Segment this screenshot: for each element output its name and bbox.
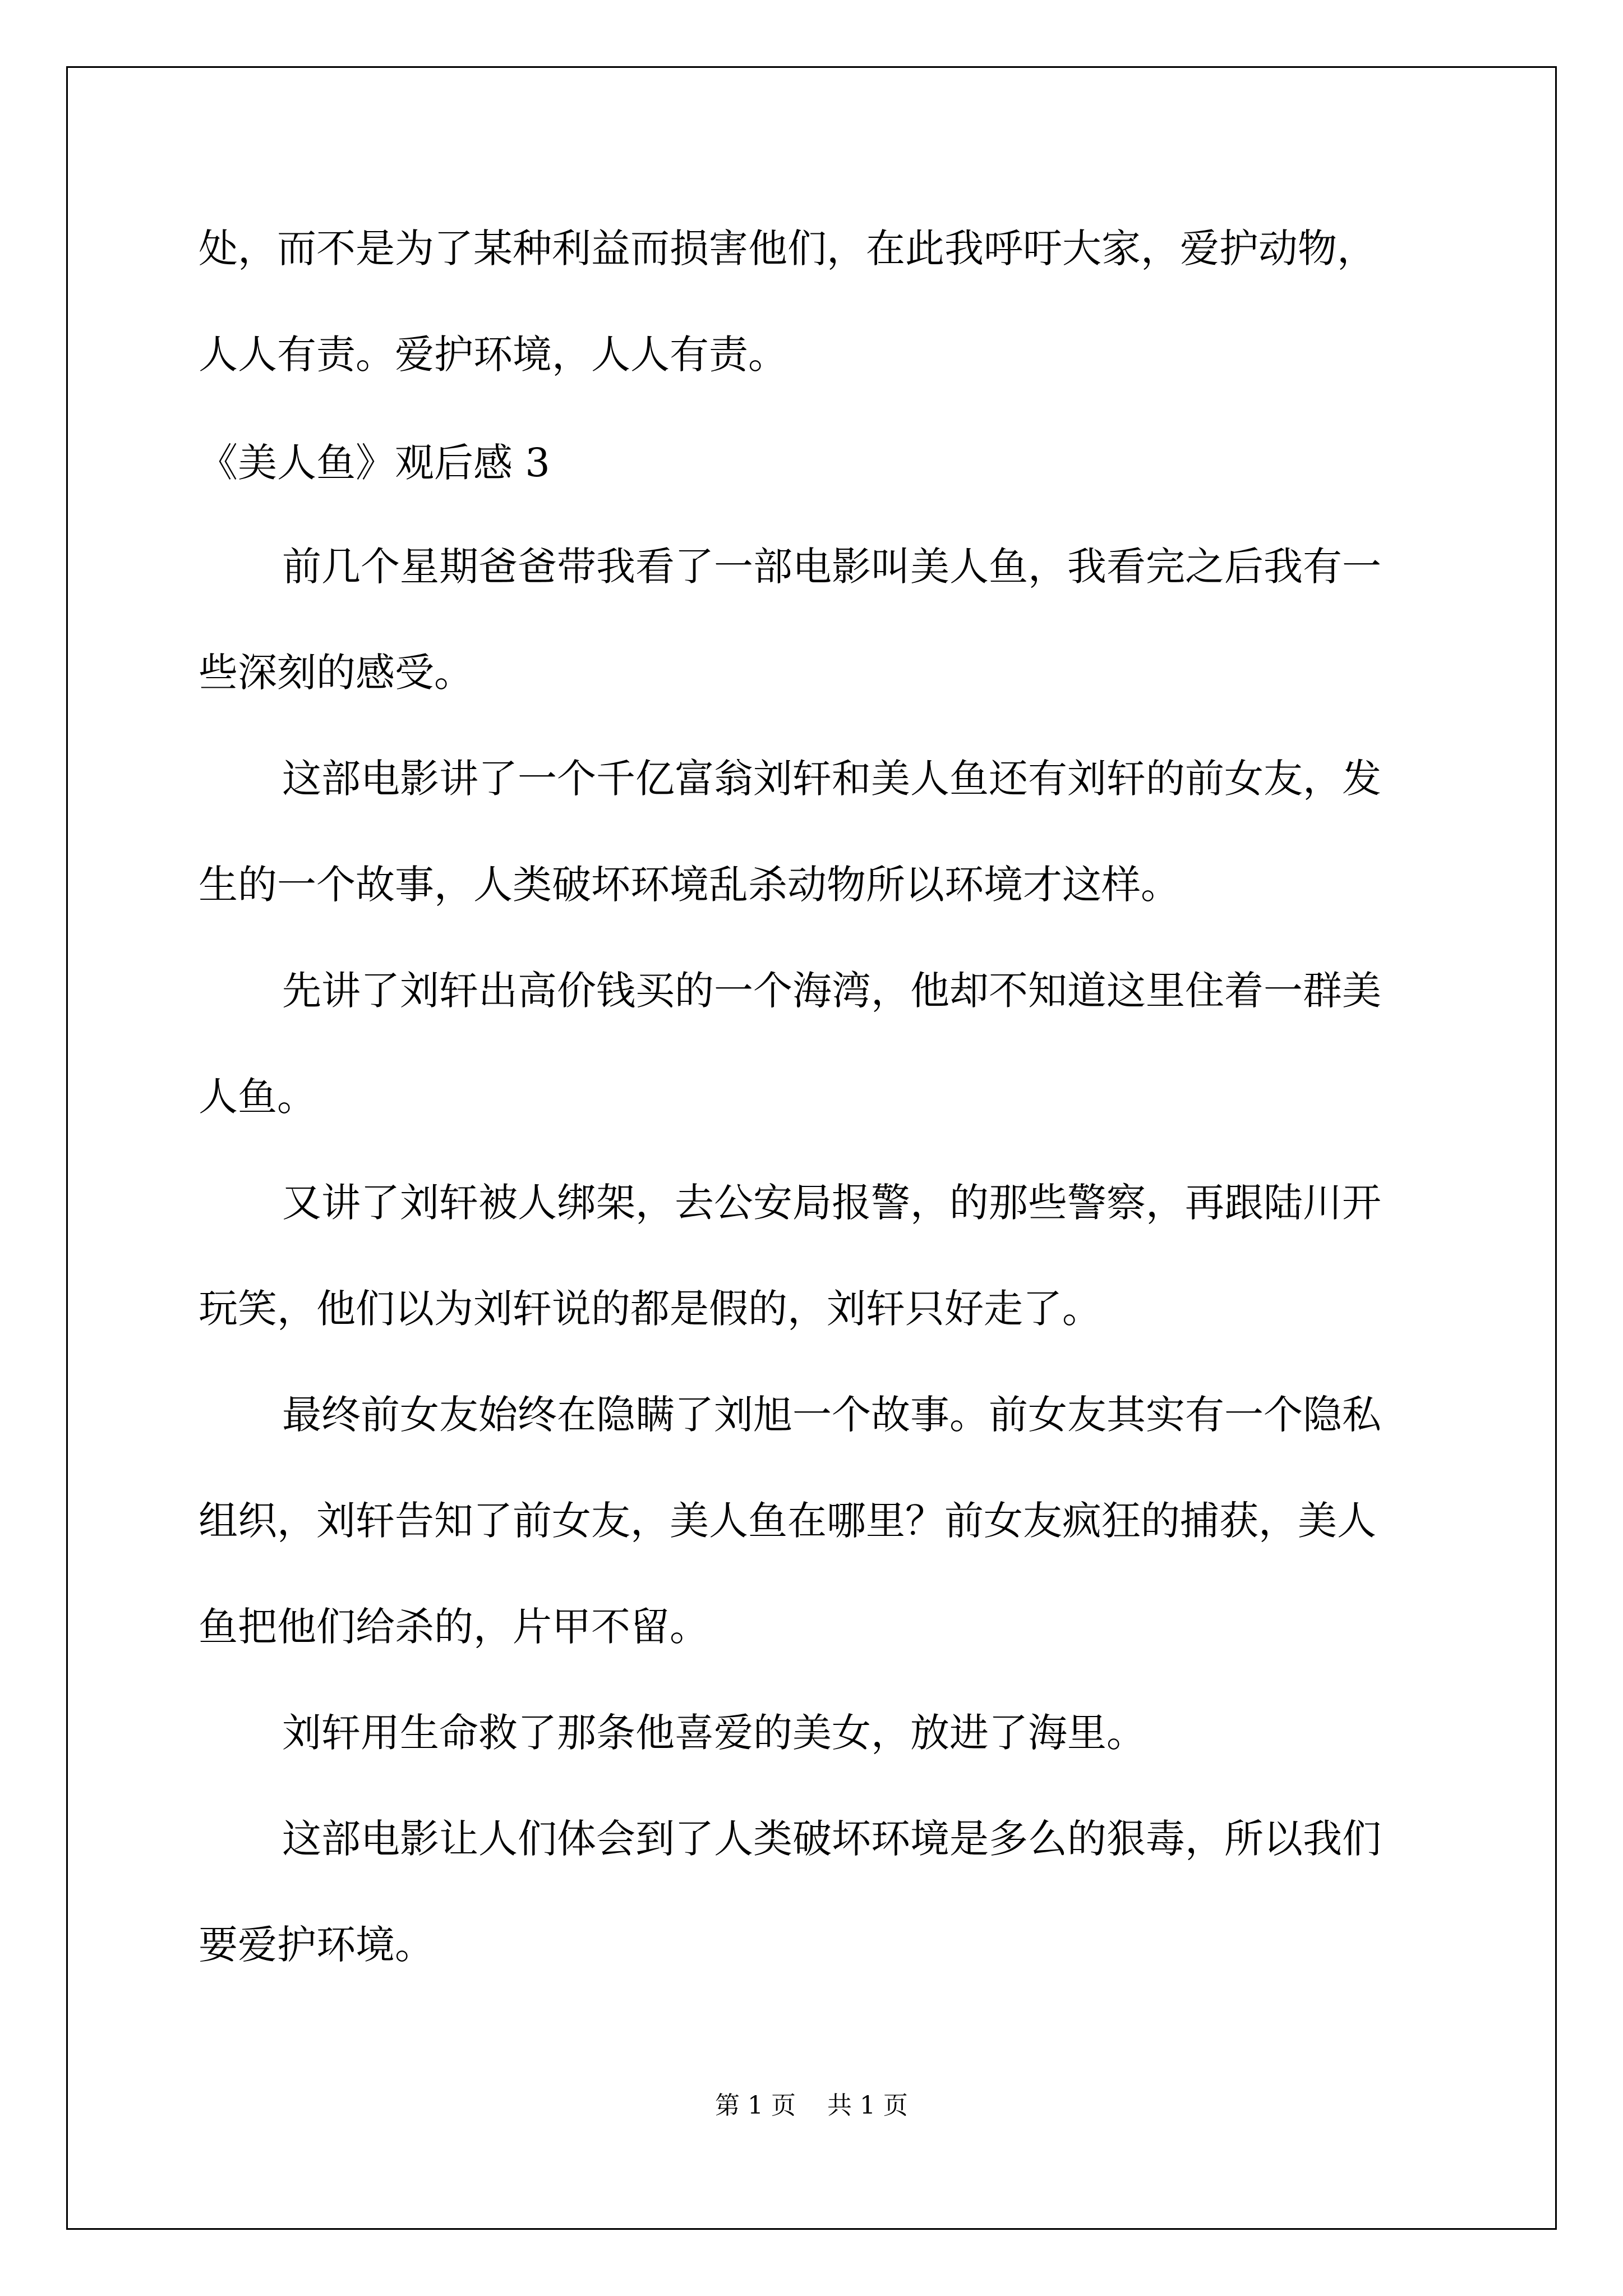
body-line-17: 要爱护环境。 bbox=[199, 1922, 434, 1968]
body-line-1: 处，而不是为了某种利益而损害他们，在此我呼吁大家，爱护动物， bbox=[199, 226, 1376, 272]
body-line-13: 组织，刘轩告知了前女友，美人鱼在哪里？前女友疯狂的捕获，美人 bbox=[199, 1498, 1376, 1544]
body-line-10: 又讲了刘轩被人绑架，去公安局报警，的那些警察，再跟陆川开 bbox=[282, 1180, 1381, 1226]
body-line-7: 生的一个故事，人类破坏环境乱杀动物所以环境才这样。 bbox=[199, 862, 1180, 908]
body-line-5: 些深刻的感受。 bbox=[199, 650, 473, 696]
section-heading: 《美人鱼》观后感 3 bbox=[199, 440, 550, 486]
body-line-4: 前几个星期爸爸带我看了一部电影叫美人鱼，我看完之后我有一 bbox=[282, 544, 1381, 590]
body-line-15: 刘轩用生命救了那条他喜爱的美女，放进了海里。 bbox=[282, 1710, 1146, 1756]
page-border bbox=[66, 66, 1557, 2230]
body-line-11: 玩笑，他们以为刘轩说的都是假的，刘轩只好走了。 bbox=[199, 1286, 1101, 1332]
body-line-14: 鱼把他们给杀的，片甲不留。 bbox=[199, 1604, 709, 1650]
body-line-6: 这部电影讲了一个千亿富翁刘轩和美人鱼还有刘轩的前女友，发 bbox=[282, 756, 1381, 802]
body-line-12: 最终前女友始终在隐瞒了刘旭一个故事。前女友其实有一个隐私 bbox=[282, 1392, 1381, 1438]
body-line-8: 先讲了刘轩出高价钱买的一个海湾，他却不知道这里住着一群美 bbox=[282, 968, 1381, 1014]
body-line-16: 这部电影让人们体会到了人类破坏环境是多么的狠毒，所以我们 bbox=[282, 1816, 1381, 1862]
page-footer: 第 1 页 共 1 页 bbox=[715, 2091, 908, 2120]
body-line-9: 人鱼。 bbox=[199, 1074, 316, 1120]
body-line-2: 人人有责。爱护环境，人人有责。 bbox=[199, 332, 787, 378]
